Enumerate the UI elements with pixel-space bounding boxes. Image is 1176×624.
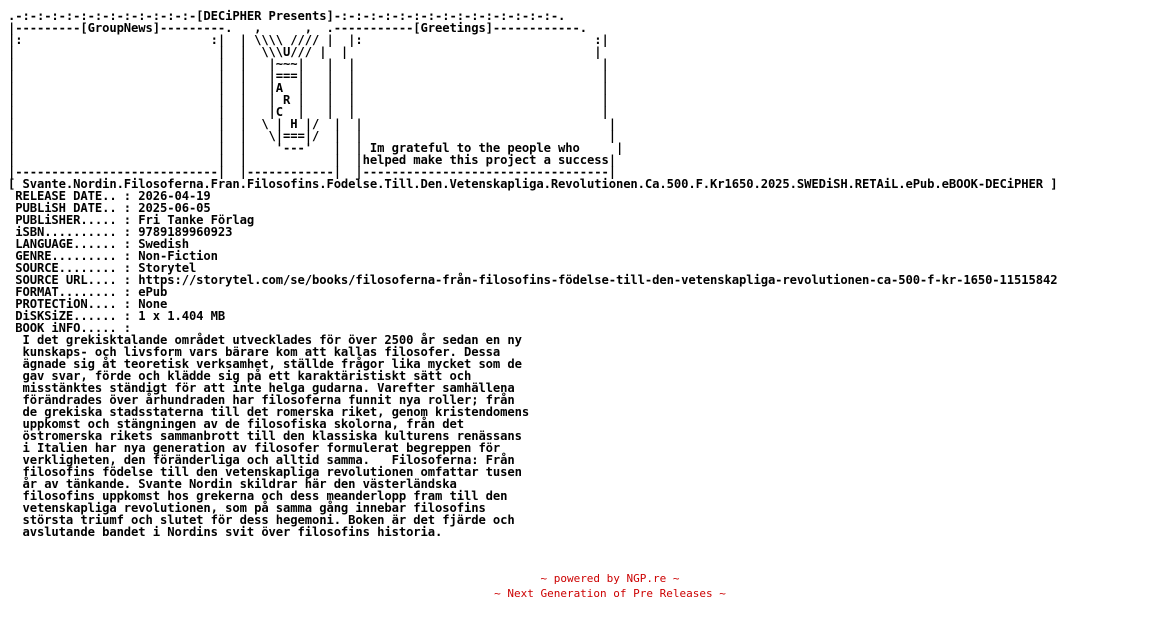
nfo-line: i Italien har nya generation av filosofer formulerat begreppen för	[8, 441, 501, 455]
nfo-line: | | | |C | | | |	[8, 105, 609, 119]
nfo-line: PUBLiSHER..... : Fri Tanke Förlag	[8, 213, 255, 227]
nfo-line: avslutande bandet i Nordins svit över filosofins historia.	[8, 525, 443, 539]
nfo-line: LANGUAGE...... : Swedish	[8, 237, 189, 251]
nfo-line: RELEASE DATE.. : 2026-04-19	[8, 189, 211, 203]
nfo-line: .-:-:-:-:-:-:-:-:-:-:-:-:-[DECiPHER Presents]-:-:-:-:-:-:-:-:-:-:-:-:-:-:-:-.	[8, 9, 566, 23]
nfo-line: verkligheten, den föränderliga och alltid samma. Filosoferna: Från	[8, 453, 515, 467]
nfo-line: |: :| | \\\\ //// | |: :|	[8, 33, 609, 47]
nfo-line: SOURCE URL.... : https://storytel.com/se/books/filosoferna-från-filosofins-födelse-till-den-vetenskapliga-revolutionen-ca-500-f-kr-1650-11515842	[8, 273, 1058, 287]
nfo-line: BOOK iNFO..... :	[8, 321, 132, 335]
footer-tagline: ~ Next Generation of Pre Releases ~	[494, 587, 726, 600]
nfo-line: vetenskapliga revolutionen, som på samma gång innebar filosofins	[8, 501, 486, 515]
nfo-line: största triumf och slutet för dess hegemoni. Boken är det fjärde och	[8, 513, 515, 527]
nfo-line: |----------------------------| |------------| |----------------------------------|	[8, 165, 616, 179]
nfo-line: iSBN.......... : 9789189960923	[8, 225, 233, 239]
nfo-line: gav svar, förde och klädde sig på ett karaktäristiskt sätt och	[8, 369, 472, 383]
nfo-line: I det grekisktalande området utvecklades för över 2500 år sedan en ny	[8, 333, 522, 347]
nfo-line: DiSKSiZE...... : 1 x 1.404 MB	[8, 309, 226, 323]
nfo-line: | | | |===| | | |	[8, 69, 609, 83]
footer-powered-by: ~ powered by NGP.re ~	[540, 572, 680, 585]
nfo-line: | | | |A | | | |	[8, 81, 609, 95]
nfo-line: kunskaps- och livsform vars bärare kom att kallas filosofer. Dessa	[8, 345, 501, 359]
nfo-line: år av tänkande. Svante Nordin skildrar här den västerländska	[8, 477, 457, 491]
nfo-line: uppkomst och stängningen av de filosofiska skolorna, från det	[8, 417, 464, 431]
nfo-line: | | | | |helped make this project a success|	[8, 153, 616, 167]
nfo-line: | | | | R | | | |	[8, 93, 609, 107]
nfo-line: GENRE......... : Non-Fiction	[8, 249, 218, 263]
nfo-line: östromerska rikets sammanbrott till den klassiska kulturens renässans	[8, 429, 522, 443]
nfo-line: filosofins uppkomst hos grekerna och dess meanderlopp fram till den	[8, 489, 508, 503]
nfo-line: [ Svante.Nordin.Filosoferna.Fran.Filosofins.Fodelse.Till.Den.Vetenskapliga.Revolutionen.Ca.500.F.Kr1650.2025.SWEDiSH.RETAiL.ePub.eBOOK-DECiPHER ]	[8, 177, 1058, 191]
nfo-line: | | | |~~~| | | |	[8, 57, 609, 71]
nfo-line: SOURCE........ : Storytel	[8, 261, 197, 275]
nfo-line: filosofins födelse till den vetenskapliga revolutionen omfattar tusen	[8, 465, 522, 479]
nfo-line: förändrades över århundraden har filosoferna funnit nya roller; från	[8, 393, 515, 407]
nfo-line: | | | '---' | | Im grateful to the people who |	[8, 141, 624, 155]
nfo-line: |---------[GroupNews]---------. , , .-----------[Greetings]------------.	[8, 21, 588, 35]
nfo-text	[8, 10, 1057, 538]
nfo-line: | | | \\\U/// | | |	[8, 45, 602, 59]
nfo-line: PROTECTiON.... : None	[8, 297, 168, 311]
nfo-line: FORMAT........ : ePub	[8, 285, 168, 299]
nfo-line: de grekiska stadsstaterna till det romerska riket, genom kristendomens	[8, 405, 530, 419]
nfo-line: misstänktes ständigt för att inte helga gudarna. Varefter samhällena	[8, 381, 515, 395]
nfo-line: ägnade sig åt teoretisk verksamhet, ställde frågor lika mycket som de	[8, 357, 522, 371]
nfo-line: | | | \|===|/ | | |	[8, 129, 616, 143]
nfo-line: PUBLiSH DATE.. : 2025-06-05	[8, 201, 211, 215]
nfo-line: | | | \ | H |/ | | |	[8, 117, 616, 131]
